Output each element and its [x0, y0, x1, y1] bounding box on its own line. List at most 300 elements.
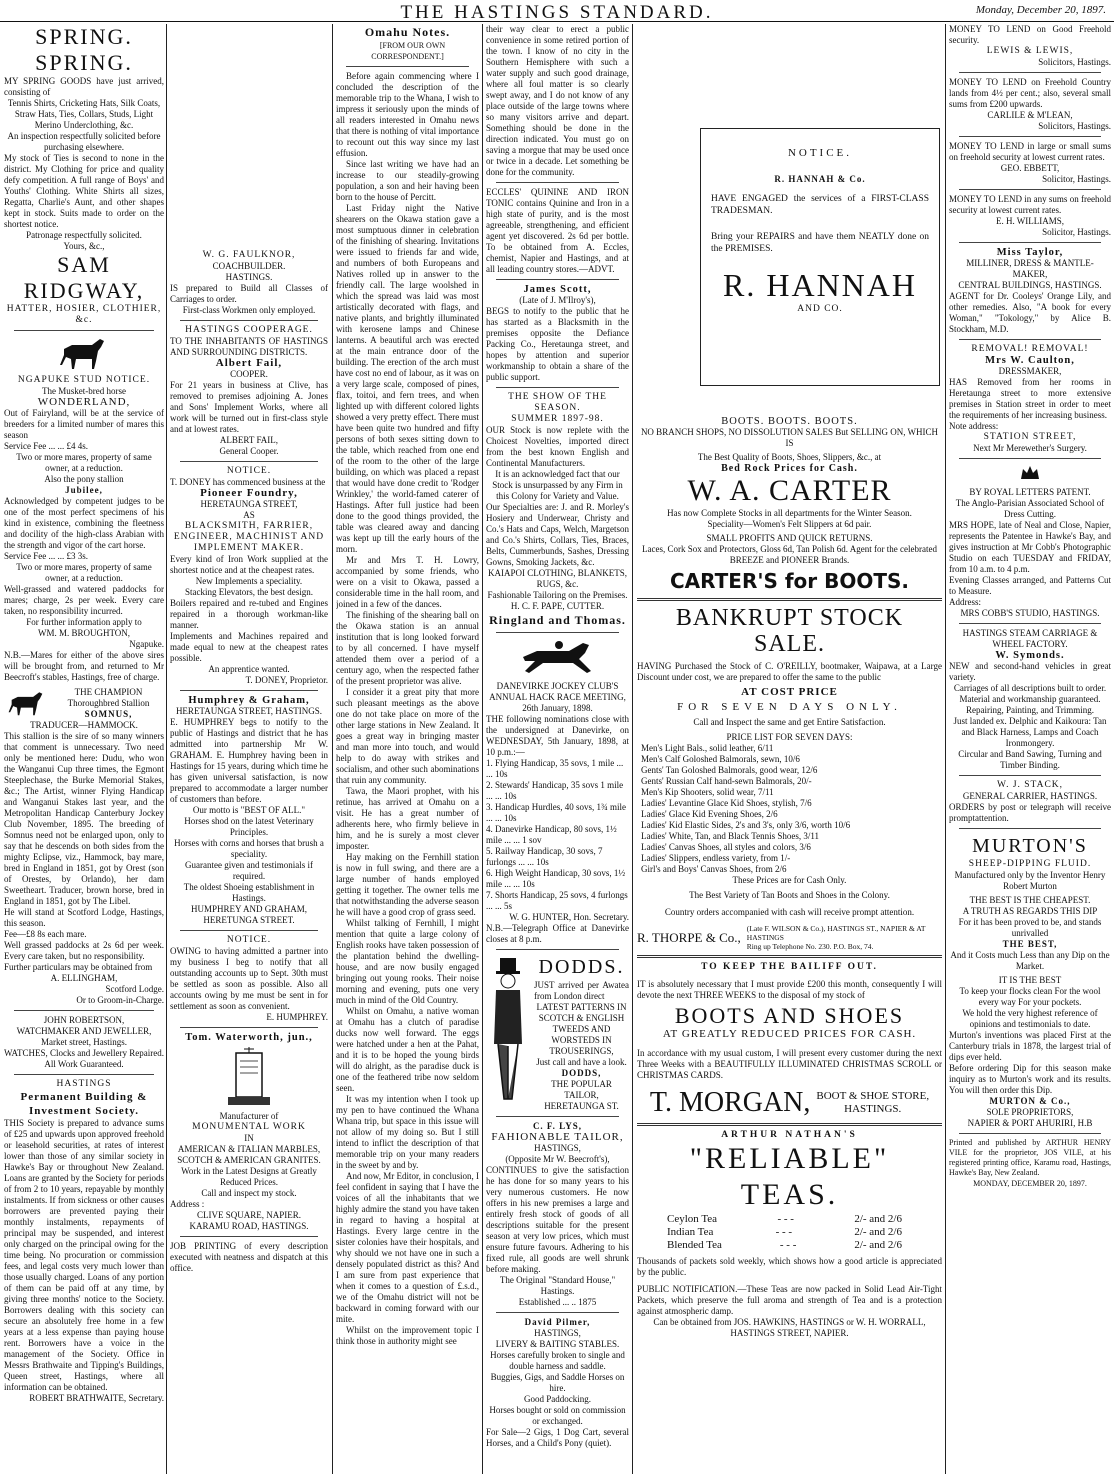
- nathan-obtained: Can be obtained from JOS. HAWKINS, HASTINGS or W. H. WORRALL, HASTINGS STREET, NAPIER.: [653, 1317, 926, 1338]
- price-item: Ladies' Levantine Glace Kid Shoes, stylish, 7/6: [641, 798, 812, 808]
- imprint: Printed and published by ARTHUR HENRY VILE for the proprietor, JOS VILE, at his registered printing office, Karamu road, Hastings, Hawke's Bay, New Zealand.: [949, 1138, 1111, 1177]
- stud-fee: Service Fee ... ... £4 4s.: [4, 441, 88, 451]
- show-ack: It is an acknowledged fact that our Stock is unsurpassed by any Firm in this Colony for Variety and Value.: [492, 469, 623, 501]
- notice-heading: NOTICE.: [226, 466, 272, 476]
- murton-before: Before ordering Dip for this season make inquiry as to Murton's work and its results. You will then order this Dip.: [949, 1063, 1111, 1095]
- ridgway-patron: Patronage respectfully solicited.: [26, 230, 142, 240]
- pilmer-trade: LIVERY & BAITING STABLES.: [495, 1339, 620, 1349]
- issue-date: Monday, December 20, 1897.: [975, 4, 1106, 16]
- column-5: [637, 410, 942, 1478]
- murton-is-best: IT IS THE BEST: [998, 975, 1062, 985]
- article-body: [336, 71, 479, 1347]
- waterworth-address-label: Address :: [170, 1199, 205, 1209]
- waterworth-address: CLIVE SQUARE, NAPIER.: [196, 1210, 301, 1220]
- humphrey-title: Humphrey & Graham,: [188, 695, 310, 706]
- carter-complete: Has now Complete Stocks in all departments for the Winter Season.: [667, 508, 912, 518]
- show-cutter: H. C. F. PAPE, CUTTER.: [510, 601, 605, 611]
- royal-crest-icon: [1019, 463, 1041, 483]
- column-1: [4, 24, 164, 1474]
- morgan-boots: BOOTS AND SHOES: [674, 1003, 905, 1028]
- doney-ad: [170, 466, 328, 686]
- tea-list: [637, 1213, 942, 1252]
- morgan-place: HASTINGS.: [844, 1103, 902, 1115]
- article-paragraph: And now, Mr Editor, in conclusion, I feel confident in saying that I have the voices of all the inhabitants that we highly admire the stand you have taken in regard to having a hospital at Hastings. Every large centre in the sister colonies have their hospitals, and why should we not have one in such a densely populated district as this? And I am sure from past experience that when it comes to a question of £.s.d., we of the Omahu district will not be backward in coming forward with our mite.: [336, 1171, 479, 1324]
- article-paragraph: The finishing of the shearing ball on the Okawa station is an annual institution that is long looked forward to by all concerned. I have myself attended them over a period of a century ago, when the respected father of the present proprietor was alive.: [336, 610, 479, 686]
- tea-name: Blended Tea: [667, 1239, 722, 1251]
- symonds-repair: Repairing, Painting, and Trimming.: [965, 705, 1094, 715]
- lys-name: C. F. LYS,: [532, 1121, 583, 1131]
- divider: [180, 1027, 318, 1028]
- humphrey-sign2: HERETUNGA STREET.: [203, 915, 295, 925]
- stud-musket: The Musket-bred horse: [42, 386, 126, 396]
- divider: [959, 136, 1101, 137]
- humphrey-guarantee: Guarantee given and testimonials if required.: [185, 860, 313, 881]
- lewis-ad: [949, 24, 1111, 68]
- stud-horse: WONDERLAND,: [37, 396, 131, 408]
- murton-sub: SHEEP-DIPPING FLUID.: [968, 859, 1092, 869]
- symonds-material: Material and workmanship guaranteed.: [959, 694, 1101, 704]
- jockey-title: DANEVIRKE JOCKEY CLUB'S: [496, 681, 619, 691]
- article-continuation: their way clear to erect a public convenience in some retired portion of the town. I know of no city in the Southern Hemisphere with such a water supply and such good drainage, where all foul matter is so clearly swept away, and I do not know of any place outside of the large towns where so many visitors arrive and depart. Something should be done in the direction indicated. You must go on saving a morgue that may be used once or twice in a decade. Let something be done for the community.: [486, 24, 629, 177]
- symonds-saws: Circular and Band Sawing, Turning and Timber Binding.: [958, 749, 1102, 770]
- symonds-title: HASTINGS STEAM CARRIAGE & WHEEL FACTORY.: [962, 628, 1098, 649]
- murton-napier: NAPIER & PORT AHURIRI, H.B: [967, 1118, 1093, 1128]
- jockey-ad: [486, 637, 629, 945]
- caulton-ad: [949, 344, 1111, 454]
- notice-heading: NOTICE.: [226, 935, 272, 945]
- humphrey-body: E. HUMPHREY begs to notify to the public of Hastings and district that he has admitted into partnership Mr W. GRAHAM. E. Humphrey having been in Hastings for 15 years, during which time he has given universal satisfaction, is now prepared to accommodate a larger number of customers than before.: [170, 717, 328, 804]
- bankrupt-tan: The Best Variety of Tan Boots and Shoes in the Colony.: [689, 890, 890, 900]
- article-paragraph: Last Friday night the Native shearers on the Okawa station gave a most sumptuous dinner in celebration of the finishing of shearing. Invitations were issued to friends far and wide, and numbers of both Europeans and Natives rolled up in answer to the friendly call. The large woolshed in which the spread was laid was most artistically decorated with flags, and native plants, and brightly illuminated with kerosene lamps and Chinese lanterns. A beautiful arch was erected at the main entrance door of the building. The erection of the arch must have cost no end of labour, as it was on a very large scale, composed of pines, flax, toitoi, and fern trees, and when lighted up with different colored lights showed a very pretty effect. There must have been quite two hundred and fifty persons of both sexes sitting down to the table, which reached from one end of the room to the other of the large building, on which was placed a repast that would have done credit to 'Rodger Wrinkley,' the world-famed caterer of Hastings. After full justice had been done to the good things provided, the table was cleared away and dancing was kept up till the early hours of the morn.: [336, 203, 479, 554]
- divider: [496, 1116, 619, 1117]
- faulknor-place: HASTINGS.: [225, 272, 273, 282]
- ridgway-lead: MY SPRING GOODS have just arrived, consisting of: [4, 76, 164, 97]
- stack-trade: GENERAL CARRIER, HASTINGS.: [962, 791, 1098, 801]
- doney-street: HERETAUNGA STREET,: [200, 499, 298, 509]
- race-item: 4. Danevirke Handicap, 80 sovs, 1½ mile ... ... 1 sov: [486, 824, 617, 845]
- article-byline: [FROM OUR OWN CORRESPONDENT.]: [371, 41, 446, 61]
- tea-leader: - - -: [777, 1213, 794, 1225]
- column-rule: [482, 24, 483, 1474]
- stud-place: Ngapuke.: [129, 639, 164, 649]
- williams-solicitor: Solicitor, Hastings.: [1042, 227, 1111, 237]
- dodds-title: DODDS.: [538, 956, 625, 978]
- horse-engraving: [4, 687, 50, 719]
- bankrupt-country: Country orders accompanied with cash will receive prompt attention.: [664, 907, 915, 917]
- price-item: Gents' Tan Goloshed Balmorals, good wear, 12/6: [641, 765, 818, 775]
- murton-ad: [949, 833, 1111, 1129]
- doney-foundry: Pioneer Foundry,: [200, 487, 298, 499]
- cooperage-body: For 21 years in business at Clive, has removed to premises adjoining A. Jones and Sons' Implement Works, where all work will be turned out in first-class style and at lowest rates.: [170, 380, 328, 434]
- morgan-reduced: AT GREATLY REDUCED PRICES FOR CASH.: [662, 1028, 917, 1040]
- stud-reduce: Two or more mares, property of same owner, at a reduction.: [16, 562, 152, 583]
- caulton-body: HAS Removed from her rooms in Heretaunga street to more extensive premises in Station street in order to meet the requirements of her increasing business.: [949, 377, 1111, 420]
- jockey-body: THE following nominations close with the undersigned at Danevirke, on WEDNESDAY, 5th January, 1898, at 10 p.m.:—: [486, 714, 629, 757]
- dodds-street: HERETAUNGA ST.: [544, 1101, 619, 1111]
- article-paragraph: Whilst talking of Fernhill, I might mention that quite a large colony of English rooks have taken possession of the plantation behind the dwelling-house, and are now busily engaged bringing out young rooks. Their noise morning and evening, puts one very much in mind of the Old Country.: [336, 918, 479, 1005]
- nathan-title: ARTHUR NATHAN'S: [721, 1130, 858, 1140]
- murton-proved: For it has been proved to be, and stands unrivalled: [958, 917, 1102, 938]
- caulton-note: Note address:: [949, 421, 999, 431]
- divider: [637, 955, 942, 958]
- divider: [959, 72, 1101, 73]
- carter-boots: CARTER'S for BOOTS.: [669, 569, 909, 593]
- divider: [496, 949, 619, 950]
- ridgway-yours: Yours, &c.,: [63, 241, 105, 251]
- thorpe-name: R. THORPE & Co.,: [637, 930, 741, 945]
- nathan-teas: "RELIABLE" TEAS.: [689, 1142, 890, 1211]
- divider: [496, 1312, 619, 1313]
- bankrupt-cost: AT COST PRICE: [741, 686, 838, 698]
- divider: [180, 690, 318, 691]
- murton-proprietors: SOLE PROPRIETORS,: [986, 1107, 1074, 1117]
- show-specialties: Our Specialties are: J. and R. Morley's Hosiery and Underwear, Christy and Co.'s Hats and Caps, Welch, Margetson and Co.'s Shirts, Collars, Ties, Braces, Belts, Cummerbunds, Sashes, Dressing Gowns, Smoking Jackets, &c.: [486, 502, 629, 567]
- racehorse-engraving: [513, 637, 603, 677]
- doney-trade: BLACKSMITH, FARRIER, ENGINEER, MACHINIST AND IMPLEMENT MAKER.: [173, 521, 325, 553]
- waterworth-trade: Manufacturer of: [219, 1111, 279, 1121]
- tea-leader: - - -: [779, 1239, 797, 1251]
- champion-ad: [4, 687, 164, 1006]
- tea-row: [637, 1213, 942, 1226]
- divider: [14, 1010, 154, 1011]
- caulton-trade: DRESSMAKER,: [998, 366, 1062, 376]
- humphrey-ad: [170, 695, 328, 926]
- society-place: HASTINGS: [56, 1079, 112, 1089]
- divider: [346, 66, 469, 67]
- column-rule: [632, 24, 633, 1474]
- robertson-guarantee: All Work Guaranteed.: [44, 1059, 124, 1069]
- morgan-name: T. MORGAN,: [649, 1087, 811, 1118]
- race-item: 7. Shorts Handicap, 25 sovs, 4 furlongs ... ... 5s: [486, 890, 628, 911]
- masthead: [0, 0, 1114, 22]
- divider: [959, 458, 1101, 459]
- symonds-name: W. Symonds.: [995, 650, 1065, 661]
- show-tailor: Fashionable Tailoring on the Premises.: [487, 590, 628, 600]
- divider: [496, 387, 619, 388]
- removal-heading: REMOVAL! REMOVAL!: [971, 344, 1089, 354]
- waterworth-call: Call and inspect my stock.: [201, 1188, 297, 1198]
- pilmer-place: HASTINGS,: [534, 1328, 581, 1338]
- society-name: Permanent Building & Investment Society.: [20, 1091, 148, 1117]
- race-item: 6. High Weight Handicap, 30 sovs, 1½ mile ... ... 10s: [486, 868, 626, 889]
- champion-title: THE CHAMPION Thoroughbred Stallion: [67, 687, 150, 708]
- article-paragraph: Whilst on the improvement topic I think those in authority might see: [336, 1325, 479, 1346]
- doney-boilers: Boilers repaired and re-tubed and Engines repaired in a thorough workman-like manner.: [170, 598, 328, 630]
- column-rule: [332, 24, 333, 1474]
- dodds-name: DODDS,: [561, 1068, 602, 1078]
- williams-ad: [949, 194, 1111, 238]
- hannah-and-co: AND CO.: [797, 304, 843, 314]
- hannah-firm: R. HANNAH & Co.: [774, 174, 866, 184]
- cooperage-trade: COOPER.: [230, 369, 268, 379]
- robertson-name: JOHN ROBERTSON,: [43, 1015, 125, 1025]
- robertson-ad: [4, 1015, 164, 1070]
- ridgway-name: SAM RIDGWAY,: [23, 252, 145, 303]
- hannah-name: R. HANNAH: [723, 267, 917, 303]
- hannah-notice-box: [700, 128, 940, 386]
- carter-quality: The Best Quality of Boots, Shoes, Slippers, &c., at: [697, 452, 882, 462]
- divider: [496, 279, 619, 280]
- divider: [180, 1236, 318, 1237]
- bankrupt-pricelist: PRICE LIST FOR SEVEN DAYS:: [726, 732, 853, 742]
- ridgway-body: My stock of Ties is second to none in the district. My Clothing for price and quality defy competition. A full range of Boys' and Youths' Clothing. White Shirts all sizes, Regatta, Charlie's Aunt, and other shapes kept in stock. Suits made to order on the shortest notice.: [4, 153, 164, 229]
- article-paragraph: Whilst on Omahu, a native woman at Omahu has a clutch of paradise ducks now well forward. The eggs were hatched under a hen at the Pahat, and it is to be hoped the young birds will do alright, as the paradise duck is one of the feathered tribe now seldom seen.: [336, 1006, 479, 1093]
- show-ad: [486, 392, 629, 628]
- hannah-repairs: Bring your REPAIRS and have them NEATLY done on the PREMISES.: [711, 232, 929, 254]
- cooperage-sign2: General Cooper.: [219, 446, 279, 456]
- article-paragraph: Tawa, the Maori prophet, with his retinue, has arrived at Omahu on a visit. He has a great number of adherents here, who firmly believe in him, and he is surely a most clever imposter.: [336, 786, 479, 851]
- monument-engraving: [214, 1047, 284, 1107]
- robertson-place: Market street, Hastings.: [41, 1037, 127, 1047]
- thorpe-late: (Late F. WILSON & Co.), HASTINGS ST., NAPIER & AT HASTINGS: [746, 924, 926, 942]
- owing-body: OWING to having admitted a partner into my business I beg to notify that all outstanding accounts up to Sept. 30th must be settled as soon as possible. Also all accounts owing by me must be sent in for settlement as soon as convenient.: [170, 946, 328, 1011]
- morgan-store: BOOT & SHOE STORE,: [816, 1090, 930, 1102]
- stud-info: For further information apply to: [26, 617, 142, 627]
- waterworth-in: IN: [244, 1133, 254, 1143]
- price-item: Men's Kip Shooters, solid wear, 7/11: [641, 787, 774, 797]
- humphrey-place: HERETAUNGA STREET, HASTINGS.: [175, 706, 323, 716]
- symonds-body: NEW and second-hand vehicles in great variety.: [949, 661, 1111, 682]
- carter-profits: SMALL PROFITS AND QUICK RETURNS.: [706, 533, 873, 543]
- tea-row: [637, 1239, 942, 1252]
- stud-nb: N.B.—Mares for either of the above sires will be brought from, and returned to Mr Beecroft's stables, Hastings, free of charge.: [4, 650, 164, 682]
- show-body: OUR Stock is now replete with the Choicest Novelties, imported direct from the best known English and Continental Manufacturers.: [486, 425, 629, 468]
- pilmer-name: David Pilmer,: [524, 1317, 591, 1327]
- divider: [959, 189, 1101, 190]
- robertson-body: WATCHES, Clocks and Jewellery Repaired.: [4, 1048, 164, 1058]
- divider: [959, 623, 1101, 624]
- carter-speciality: Speciality—Women's Felt Slippers at 6d pair.: [707, 519, 872, 529]
- taylor-name: Miss Taylor,: [996, 247, 1064, 258]
- cooperage-sign: ALBERT FAIL,: [219, 435, 279, 445]
- column-2: [170, 250, 328, 1478]
- scott-late: (Late of J. M'Ilroy's),: [519, 295, 596, 305]
- tea-price: 2/- and 2/6: [854, 1226, 902, 1238]
- champion-further: Further particulars may be obtained from: [4, 962, 153, 972]
- stud-body: Out of Fairyland, will be at the service of breeders for a limited number of mares this season: [4, 408, 164, 440]
- owing-ad: [170, 935, 328, 1023]
- doney-stacking: Stacking Elevators, the best design.: [185, 587, 313, 597]
- ridgway-items: Tennis Shirts, Cricketing Hats, Silk Coats, Straw Hats, Ties, Collars, Studs, Light Merino Underclothing, &c.: [7, 98, 161, 130]
- society-body: THIS Society is prepared to advance sums of £25 and upwards upon approved freehold or leasehold securities, at rates of interest lower than those of any similar society in Hawke's Bay or throughout New Zealand. Loans are granted by the Society for periods of from 2 to 10 years, repayable by monthly instalments. If from sickness or other causes borrowers are prevented paying their monthly instalments, repayments of principal may be suspended, and interest only charged on the principal owing for the time being. No procuration or commission fees, and legal costs very much lower than those usually charged. Loans of any portion of them can be paid off at any time, by giving three months' notice to the Society. Borrowers dealing with this society can secure an absolutely free home in a few years at a less expense than paying house rent. Borrowers have a voice in the management of the Society. Office in Messrs Brathwaite and Tipping's Buildings, Queen street, Hastings, where all information can be obtained.: [4, 1118, 164, 1392]
- doney-sign: T. DONEY, Proprietor.: [245, 675, 328, 685]
- champion-or: Or to Groom-in-Charge.: [76, 995, 164, 1005]
- race-item: 2. Stewards' Handicap, 35 sovs 1 mile ... ... 10s: [486, 780, 624, 801]
- lys-body: CONTINUES to give the satisfaction he has done for so many years to his very numerous customers. He now offers in his new premises a large and entirely fresh stock of goods of all descriptions suitable for the present season at very low prices, which must ensure future favours. Adhering to his fixed rule, all goods are well shrunk before making.: [486, 1165, 629, 1274]
- waterworth-designs: Work in the Latest Designs at Greatly Reduced Prices.: [181, 1166, 317, 1187]
- waterworth-work: MONUMENTAL WORK: [192, 1122, 306, 1132]
- hannah-body: HAVE ENGAGED the services of a FIRST-CLASS TRADESMAN.: [711, 194, 929, 216]
- divider: [959, 1133, 1101, 1134]
- column-rule: [166, 24, 167, 1474]
- murton-invent: Murton's inventions was placed First at the Canterbury trials in 1878, the largest trial of dips ever held.: [949, 1030, 1111, 1062]
- pilmer-body: Horses carefully broken to single and double harness and saddle.: [490, 1350, 625, 1371]
- waterworth-marbles: AMERICAN & ITALIAN MARBLES, SCOTCH & AMERICAN GRANITES.: [177, 1144, 321, 1165]
- morgan-ad: [637, 962, 942, 1119]
- article-paragraph: I consider it a great pity that more such pleasant meetings as the above one do not take place on more of the other large stations in New Zealand. It goes a great way in bringing master and man more into touch, and would help to do away with strikes and socialism, and other such abominations that ruin any community.: [336, 687, 479, 785]
- divider: [180, 461, 318, 462]
- nathan-public: PUBLIC NOTIFICATION.—These Teas are now packed in Solid Lead Air-Tight Packets, which preserve the full aroma and strength of Tea and is a protection against atmospheric damp.: [637, 1284, 942, 1316]
- lys-original: The Original "Standard House," Hastings.: [499, 1275, 616, 1296]
- eccles-ad: ECCLES' QUININE AND IRON TONIC contains Quinine and Iron in a high state of purity, and is the most agreeable, strengthening, and efficient agent yet discovered. 2s 6d per bottle. To be obtained from A. Eccles, chemist, Napier and Hastings, and at all leading country stores.—ADVT.: [486, 187, 629, 274]
- hope-address: MRS COBB'S STUDIO, HASTINGS.: [960, 608, 1100, 618]
- waterworth-address2: KARAMU ROAD, HASTINGS.: [189, 1221, 309, 1231]
- doney-apprentice: An apprentice wanted.: [208, 664, 290, 674]
- taylor-agent: AGENT for Dr. Cooleys' Orange Lily, and other remedies. Also, "A book for every Woman," "Tokology," by Alice B. Stockham, M.D.: [949, 291, 1111, 334]
- taylor-place: CENTRAL BUILDINGS, HASTINGS.: [958, 280, 1102, 290]
- bankrupt-body: HAVING Purchased the Stock of C. O'REILLY, bootmaker, Waipawa, at a Large Discount under cost, we are prepared to offer the same to the public: [637, 661, 942, 682]
- carter-title: BOOTS. BOOTS. BOOTS.: [721, 416, 858, 427]
- price-item: Men's Light Bals., solid leather, 6/11: [641, 743, 774, 753]
- dodds-just: Just call and have a look.: [536, 1057, 627, 1067]
- divider: [959, 828, 1101, 829]
- bankrupt-call: Call and Inspect the same and get Entire Satisfaction.: [693, 717, 886, 727]
- doney-body: T. DONEY has commenced business at the: [170, 477, 326, 487]
- column-3: [336, 24, 479, 1474]
- carlile-solicitors: Solicitors, Hastings.: [1038, 121, 1111, 131]
- dodds-body: JUST arrived per Awatea from London direct: [534, 980, 629, 1001]
- article-title: Omahu Notes.: [364, 25, 451, 39]
- price-item: Girl's and Boys' Canvas Shoes, from 2/6: [641, 864, 787, 874]
- carter-laces: Laces, Cork Sox and Protectors, Gloss 6d, Tan Polish 6d. Agent for the celebrated BREEZE and PIONEER Brands.: [642, 544, 937, 565]
- horse-engraving: [54, 335, 114, 371]
- carlile-name: CARLILE & M'LEAN,: [987, 110, 1073, 120]
- humphrey-oldest: The oldest Shoeing establishment in Hastings.: [183, 882, 315, 903]
- faulknor-ad: [170, 250, 328, 316]
- hope-ad: [949, 463, 1111, 619]
- humphrey-sign: HUMPHREY AND GRAHAM,: [191, 904, 307, 914]
- waterworth-title: Tom. Waterworth, jun.,: [185, 1032, 313, 1043]
- price-item: Ladies' Glace Kid Evening Shoes, 2/6: [641, 809, 778, 819]
- ebbett-name: GEO. EBBETT,: [1000, 163, 1060, 173]
- champion-owner: A. ELLINGHAM,: [50, 973, 118, 983]
- divider: [14, 330, 154, 331]
- race-item: 5. Railway Handicap, 30 sovs, 7 furlongs ... ... 10s: [486, 846, 603, 867]
- hope-address-label: Address:: [949, 597, 981, 607]
- champion-paddock: Well grassed paddocks at 2s 6d per week. Every care taken, but no responsibility.: [4, 940, 164, 961]
- divider: [180, 930, 318, 931]
- humphrey-corns: Horses with corns and horses that brush a speciality.: [174, 838, 324, 859]
- carter-no-branch: NO BRANCH SHOPS, NO DISSOLUTION SALES But SELLING ON, WHICH IS: [640, 427, 939, 448]
- cooperage-name: Albert Fail,: [215, 357, 283, 369]
- champion-name: SOMNUS,: [84, 709, 133, 719]
- dodds-ad: [486, 954, 629, 1112]
- murton-cheapest: THE BEST IS THE CHEAPEST.: [969, 895, 1091, 905]
- ebbett-body: MONEY TO LEND in large or small sums on freehold security at lowest current rates.: [949, 141, 1111, 162]
- divider: [14, 1074, 154, 1075]
- champion-lodge: Scotford Lodge.: [105, 984, 164, 994]
- scott-ad: [486, 284, 629, 383]
- jockey-sub: ANNUAL HACK RACE MEETING, 26th January, 1898.: [489, 692, 626, 713]
- column-4: [486, 24, 629, 1474]
- murton-title: MURTON'S: [972, 835, 1088, 857]
- tea-price: 2/- and 2/6: [854, 1239, 902, 1251]
- thorpe-ring: Ring up Telephone No. 230. P.O. Box, 74.: [746, 942, 874, 951]
- caulton-name: Mrs W. Caulton,: [985, 355, 1075, 366]
- murton-costs: And it Costs much Less than any Dip on the Market.: [950, 950, 1110, 971]
- stack-name: W. J. STACK,: [996, 780, 1064, 790]
- williams-name: E. H. WILLIAMS,: [995, 216, 1065, 226]
- article-paragraph: Since last writing we have had an increase to our steadily-growing population, a son and heir having been born to the house of Percitt.: [336, 159, 479, 202]
- scott-name: James Scott,: [523, 284, 592, 295]
- divider: [180, 320, 318, 321]
- doney-implements: Implements and Machines repaired and made equal to new at the cheapest rates possible.: [170, 631, 328, 663]
- carter-ad: [637, 416, 942, 594]
- tea-row: [637, 1226, 942, 1239]
- tea-name: Ceylon Tea: [667, 1213, 718, 1225]
- stud-jubilee-body: Acknowledged by competent judges to be one of the most perfect specimens of his kind in existence, combining the fleetness and docility of the high-class Arabian with the strength and vigor of the cart horse.: [4, 496, 164, 550]
- doney-as: AS: [243, 510, 255, 520]
- lewis-solicitors: Solicitors, Hastings.: [1038, 57, 1111, 67]
- hope-body: MRS HOPE, late of Neal and Close, Napier, represents the Patentee in Hawke's Bay, and gives instruction at Mr Cobb's Photographic Studio on each TUESDAY and FRIDAY, from 10 a.m. to 4 p.m.: [949, 520, 1111, 574]
- morgan-body: IT is absolutely necessary that I must provide £200 this month, consequently I will devote the next THREE WEEKS to the disposal of my stock of: [637, 979, 942, 1000]
- cooperage-title: HASTINGS COOPERAGE.: [185, 325, 313, 335]
- murton-manufactured: Manufactured only by the Inventor Henry Robert Murton: [954, 870, 1106, 891]
- notice-title: NOTICE.: [787, 147, 853, 159]
- stud-paddocks: Well-grassed and watered paddocks for mares; charge, 2s per week. Every care taken, no responsibility incurred.: [4, 584, 164, 616]
- morgan-title: TO KEEP THE BAILIFF OUT.: [701, 962, 878, 972]
- article-paragraph: Hay making on the Fernhill station is now in full swing, and there are a large number of hands employed getting it together. The owner tells me that notwithstanding the adverse season he will have a good crop of grass seed.: [336, 852, 479, 917]
- symonds-landed: Just landed ex. Delphic and Kaikoura: Tan and Black Harness, Lamps and Coach Ironmongery.: [953, 716, 1107, 748]
- divider: [959, 775, 1101, 776]
- carter-bedrock: Bed Rock Prices for Cash.: [721, 463, 858, 474]
- stud-pony: Also the pony stallion: [44, 474, 124, 484]
- lys-trade: FAHIONABLE TAILOR,: [491, 1131, 624, 1143]
- gentleman-engraving: [486, 954, 530, 1104]
- murton-best: THE BEST,: [1002, 939, 1058, 949]
- stud-owner: WM. M. BROUGHTON,: [37, 628, 131, 638]
- article-paragraph: Mr and Mrs T. H. Lowry, accompanied by some friends, who were on a visit to Okawa, passed a considerable time in the hall room, and joined in a few of the dances.: [336, 555, 479, 609]
- stud-reduce: Two or more mares, property of same owner, at a reduction.: [16, 452, 152, 473]
- dodds-latest: LATEST PATTERNS IN SCOTCH & ENGLISH TWEEDS AND WORSTEDS IN TROUSERINGS,: [536, 1002, 627, 1056]
- price-item: Men's Calf Goloshed Balmorals, sewn, 10/6: [641, 754, 800, 764]
- society-secretary: ROBERT BRATHWAITE, Secretary.: [29, 1393, 164, 1403]
- caulton-next: Next Mr Merewether's Surgery.: [973, 443, 1087, 453]
- humphrey-shod: Horses shod on the latest Veterinary Principles.: [184, 816, 314, 837]
- lys-ad: [486, 1121, 629, 1308]
- murton-truth: A TRUTH AS REGARDS THIS DIP: [962, 906, 1098, 916]
- bankrupt-days: FOR SEVEN DAYS ONLY.: [677, 701, 902, 713]
- murton-keep: To keep your flocks clean For the wool every way For your pockets.: [959, 986, 1101, 1007]
- nathan-thousands: Thousands of packets sold weekly, which shows how a good article is appreciated by the public.: [637, 1256, 942, 1277]
- ebbett-ad: [949, 141, 1111, 185]
- faulknor-name: W. G. FAULKNOR,: [202, 250, 296, 260]
- divider: [959, 339, 1101, 340]
- taylor-trade: MILLINER, DRESS & MANTLE-MAKER,: [966, 258, 1094, 279]
- faulknor-trade: COACHBUILDER.: [212, 261, 286, 271]
- lys-place: HASTINGS,: [534, 1143, 581, 1153]
- pilmer-buggies: Buggies, Gigs, and Saddle Horses on hire.: [490, 1372, 625, 1393]
- jockey-nb: N.B.—Telegraph Office at Danevirke closes at 8 p.m.: [486, 923, 629, 944]
- ringland-name: Ringland and Thomas.: [489, 613, 626, 627]
- morgan-custom: In accordance with my usual custom, I will present every customer during the next Three Weeks with a BEAUTIFULLY ILLUMINATED CHRISTMAS SCROLL or CHRISTMAS CARDS.: [637, 1048, 942, 1080]
- carlile-ad: [949, 77, 1111, 132]
- symonds-ad: [949, 628, 1111, 771]
- race-item: 3. Handicap Hurdles, 40 sovs, 1¾ mile ... ... 10s: [486, 802, 626, 823]
- price-item: Gents' Russian Calf hand-sewn Balmorals, 20/-: [641, 776, 812, 786]
- caulton-street: STATION STREET,: [983, 432, 1077, 442]
- ridgway-trade: HATTER, HOSIER, CLOTHIER, &c.: [6, 304, 162, 325]
- stud-jubilee: Jubilee,: [65, 485, 103, 495]
- williams-body: MONEY TO LEND in any sums on freehold security at lowest current rates.: [949, 194, 1111, 215]
- price-item: Ladies' Kid Elastic Sides, 2's and 3's, only 3/6, worth 10/6: [641, 820, 851, 830]
- royal-school: The Anglo-Parisian Associated School of Dress Cutting.: [955, 498, 1105, 519]
- royal-patent: BY ROYAL LETTERS PATENT.: [969, 487, 1091, 497]
- show-kaiapoi: KAIAPOI CLOTHING, BLANKETS, RUGS, &c.: [488, 568, 627, 589]
- stud-ad: [4, 335, 164, 683]
- carlile-body: MONEY TO LEND on Freehold Country lands from 4½ per cent.; also, several small sums from £200 upwards.: [949, 77, 1111, 109]
- divider: [496, 632, 619, 633]
